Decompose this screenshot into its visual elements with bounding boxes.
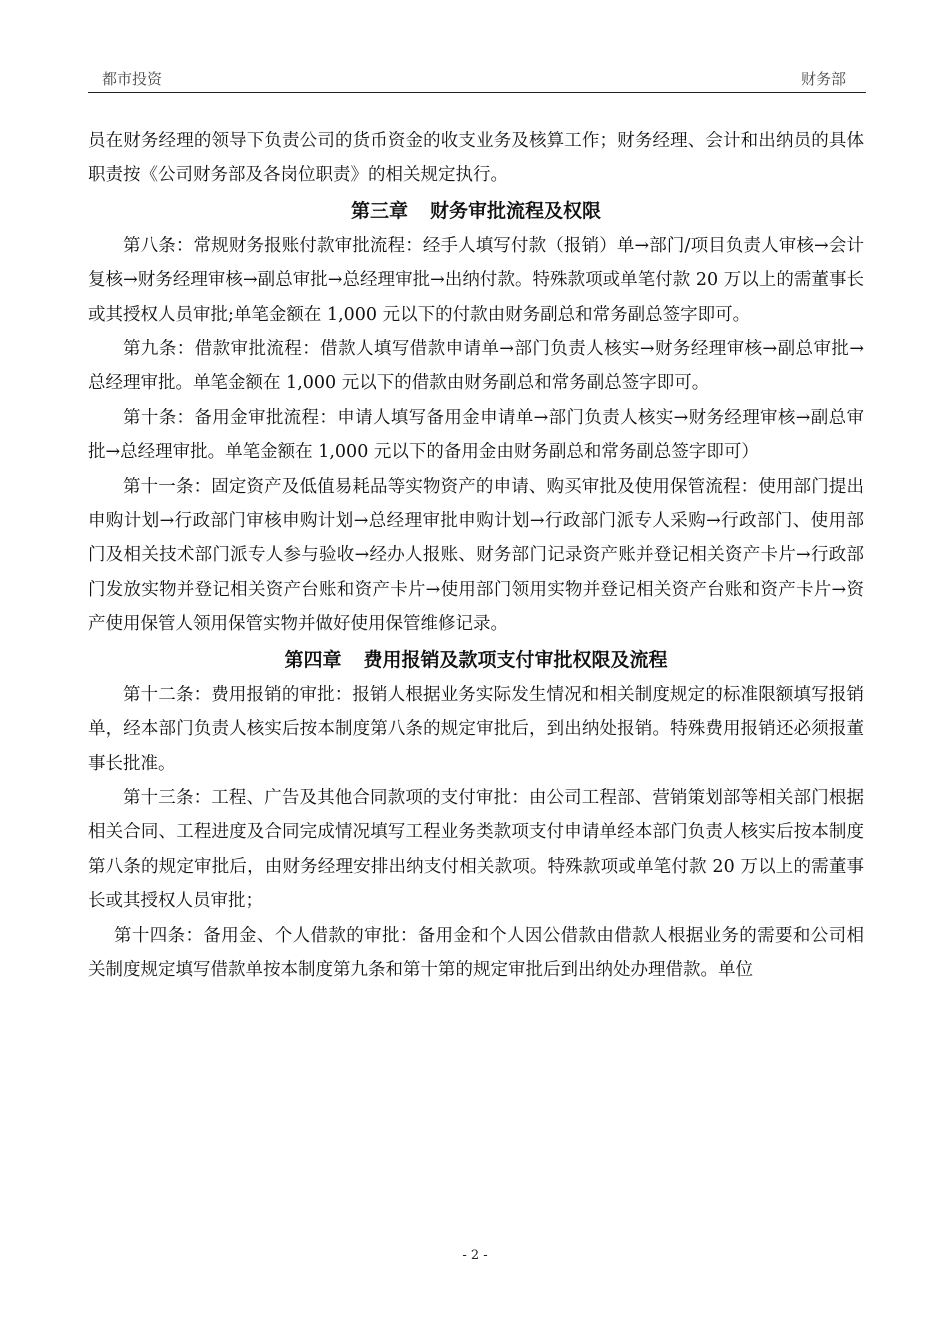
page-header [88,66,866,93]
document-body [88,124,864,987]
article-14: 第十四条：备用金、个人借款的审批：备用金和个人因公借款由借款人根据业务的需要和公司相关制度规定填写借款单按本制度第九条和第十第的规定审批后到出纳处办理借款。单位 [88,925,864,980]
chapter-4-number: 第四章 [284,648,342,671]
chapter-3-title: 财务审批流程及权限 [430,199,602,222]
article-10: 第十条：备用金审批流程：申请人填写备用金申请单→部门负责人核实→财务经理审核→副总审批→总经理审批。单笔金额在 1,000 元以下的备用金由财务副总和常务副总签字即可） [88,407,864,463]
header-company-name: 都市投资 [102,70,163,88]
chapter-4-heading [88,642,864,678]
chapter-3-number: 第三章 [350,199,408,222]
chapter-3-heading [88,193,864,229]
chapter-4-title: 费用报销及款项支付审批权限及流程 [363,648,668,671]
article-11: 第十一条：固定资产及低值易耗品等实物资产的申请、购买审批及使用保管流程：使用部门提出申购计划→行政部门审核申购计划→总经理审批申购计划→行政部门派专人采购→行政部门、使用部门及相关技术部门派专人参与验收→经办人报账、财务部门记录资产账并登记相关资产卡片→行政部门发放实物并登记相关资产台账和资产卡片→使用部门领用实物并登记相关资产台账和资产卡片→资产使用保管人领用保管实物并做好使用保管维修记录。 [88,476,864,635]
article-12: 第十二条：费用报销的审批：报销人根据业务实际发生情况和相关制度规定的标准限额填写报销单，经本部门负责人核实后按本制度第八条的规定审批后，到出纳处报销。特殊费用报销还必须报董事长批准。 [88,684,864,774]
article-13: 第十三条：工程、广告及其他合同款项的支付审批：由公司工程部、营销策划部等相关部门根据相关合同、工程进度及合同完成情况填写工程业务类款项支付申请单经本部门负责人核实后按本制度第八条的规定审批后，由财务经理安排出纳支付相关款项。特殊款项或单笔付款 20 万以上的需董事长或其授权人员审批； [88,787,864,912]
header-department: 财务部 [800,70,846,88]
article-9: 第九条：借款审批流程：借款人填写借款申请单→部门负责人核实→财务经理审核→副总审批→总经理审批。单笔金额在 1,000 元以下的借款由财务副总和常务副总签字即可。 [88,339,864,394]
article-8: 第八条：常规财务报账付款审批流程：经手人填写付款（报销）单→部门/项目负责人审核→会计复核→财务经理审核→副总审批→总经理审批→出纳付款。特殊款项或单笔付款 20 万以上的需董事长或其授权人员审批;单笔金额在 1,000 元以下的付款由财务副总和常务副总签字即可。 [88,235,864,325]
paragraph-continued: 员在财务经理的领导下负责公司的货币资金的收支业务及核算工作；财务经理、会计和出纳员的具体职责按《公司财务部及各岗位职责》的相关规定执行。 [88,131,864,186]
page-number: - 2 - [462,1248,488,1263]
